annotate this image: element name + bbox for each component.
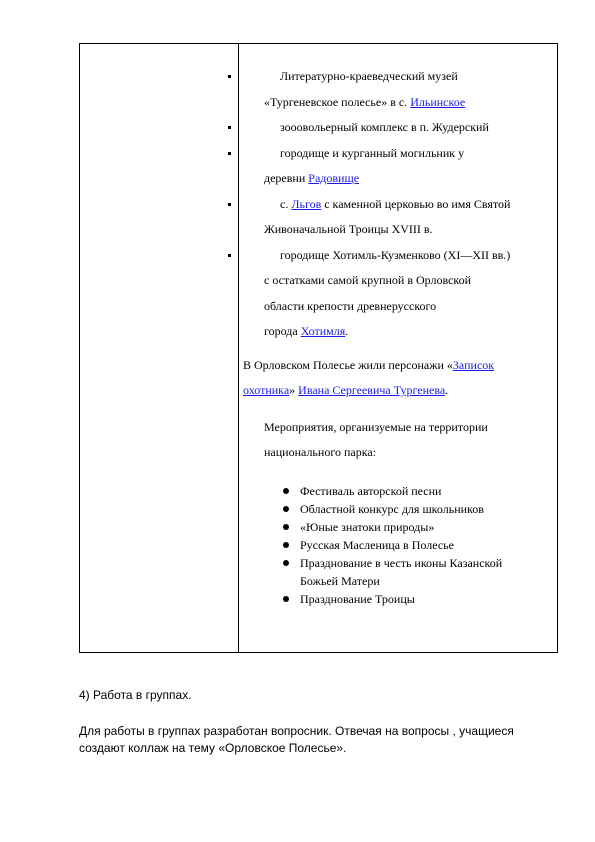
list-item: «Юные знатоки природы» [243, 518, 553, 536]
content-table [79, 43, 558, 653]
list-item: с. Льгов с каменной церковью во имя Святой Живоначальной Троицы XVIII в. [243, 192, 553, 243]
places-list [243, 64, 553, 345]
list-item: Русская Масленица в Полесье [243, 536, 553, 554]
bullet-dot-icon [283, 524, 289, 530]
bullet-dot-icon [283, 560, 289, 566]
body-line-1: Для работы в группах разработан вопросник. Отвечая на вопросы , учащиеся [79, 724, 514, 738]
link-lgov[interactable]: Льгов [291, 196, 322, 211]
events-list [243, 482, 553, 608]
list-item: Празднование в честь иконы Казанской Божьей Матери [243, 554, 553, 590]
list-item: Областной конкурс для школьников [243, 500, 553, 518]
column-divider [238, 44, 239, 652]
bullet-dot-icon [283, 506, 289, 512]
bullet-dot-icon [283, 488, 289, 494]
bullet-icon [228, 203, 231, 206]
list-item: Фестиваль авторской песни [243, 482, 553, 500]
link-khotimlya[interactable]: Хотимля [300, 324, 346, 338]
link-zapiski-b[interactable]: охотника [243, 383, 290, 397]
bullet-icon [228, 75, 231, 78]
turgenev-paragraph: В Орловском Полесье жили персонажи «Записок охотника» Ивана Сергеевича Тургенева. [243, 357, 495, 397]
right-cell [243, 64, 553, 608]
events-title: Мероприятия, организуемые на территории национального парка: [264, 419, 488, 459]
list-item: городище Хотимль-Кузменково (XI—XII вв.) с остатками самой крупной в Орловской области крепости древнерусского города Хотимля. [243, 243, 553, 345]
body-line-2: создают коллаж на тему «Орловское Полесье». [79, 741, 347, 755]
link-turgenev[interactable]: Ивана Сергеевича Тургенева [298, 383, 446, 397]
link-ilinskoe[interactable]: Ильинское [410, 94, 466, 109]
bullet-dot-icon [283, 596, 289, 602]
bullet-icon [228, 254, 231, 257]
bullet-dot-icon [283, 542, 289, 548]
link-zapiski-a[interactable]: Записок [452, 357, 495, 372]
list-item: городище и курганный могильник у деревни Радовище [243, 141, 553, 192]
list-item: Празднование Троицы [243, 590, 553, 608]
list-item: Литературно-краеведческий музей «Тургеневское полесье» в с. Ильинское [243, 64, 553, 115]
link-radovishche[interactable]: Радовище [308, 171, 360, 185]
list-item: зооовольерный комплекс в п. Жудерский [243, 115, 553, 141]
bullet-icon [228, 152, 231, 155]
bullet-icon [228, 126, 231, 129]
section-heading: 4) Работа в группах. [79, 688, 192, 702]
